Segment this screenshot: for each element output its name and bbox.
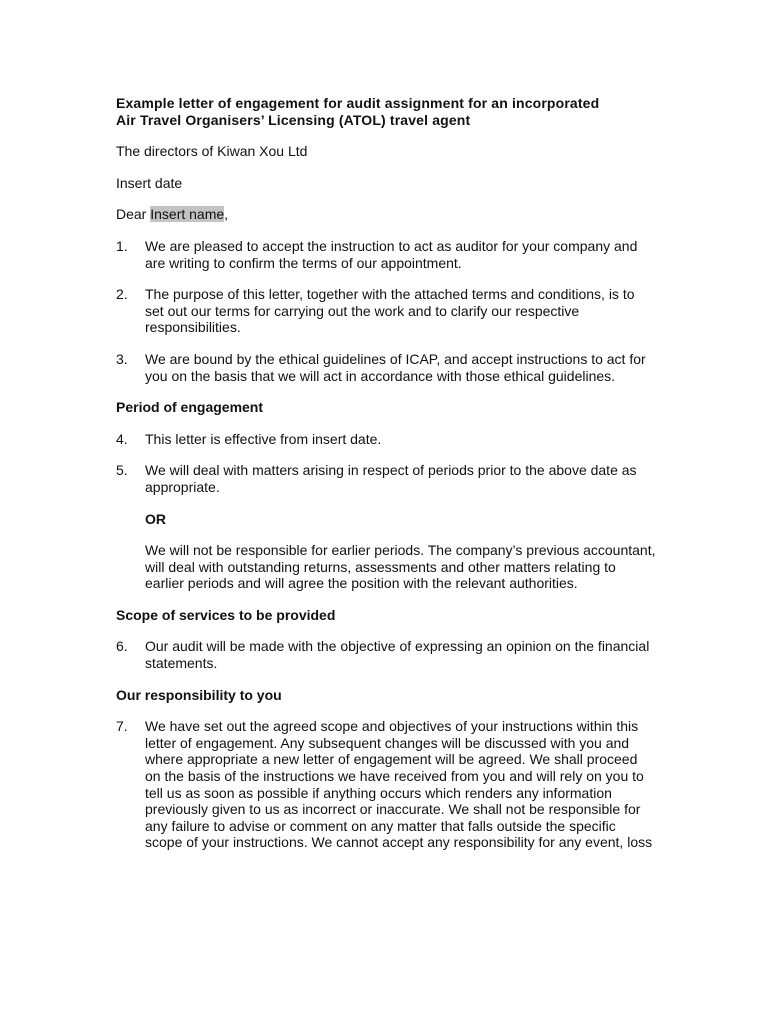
item-text: We will deal with matters arising in respect of periods prior to the above date as appropriate. bbox=[145, 462, 637, 495]
item-number: 5. bbox=[116, 462, 128, 479]
item-text: Our audit will be made with the objective of expressing an opinion on the financial statements. bbox=[145, 638, 650, 672]
or-label: OR bbox=[145, 510, 166, 527]
salutation-suffix: , bbox=[224, 206, 229, 223]
item-number: 2. bbox=[116, 286, 128, 303]
item-text: The purpose of this letter, together with the attached terms and conditions, is to set out our terms for carrying out the work and to clarify our respective responsibilities. bbox=[145, 286, 635, 336]
item-number: 7. bbox=[116, 718, 128, 735]
title-line-1: Example letter of engagement for audit assignment for an incorporated bbox=[116, 95, 600, 111]
item-number: 6. bbox=[116, 638, 128, 655]
document-title bbox=[116, 95, 656, 128]
date-placeholder: Insert date bbox=[116, 174, 183, 191]
item-text: We are bound by the ethical guidelines of ICAP, and accept instructions to act for you on the basis that we will act in accordance with those ethical guidelines. bbox=[145, 350, 646, 384]
item-number: 3. bbox=[116, 350, 128, 367]
list-item bbox=[116, 238, 656, 271]
letter-body bbox=[116, 95, 656, 866]
list-item bbox=[116, 638, 656, 671]
alternative-paragraph: We will not be responsible for earlier periods. The company’s previous accountant, will deal with outstanding returns, assessments and other matters relating to earlier periods and will agree the position with the relevant authorities. bbox=[145, 542, 656, 592]
heading-scope-of-services: Scope of services to be provided bbox=[116, 606, 336, 623]
item-text: We are pleased to accept the instruction to act as auditor for your company and are writing to confirm the terms of our appointment. bbox=[145, 237, 638, 271]
item-number: 1. bbox=[116, 237, 128, 254]
addressee: The directors of Kiwan Xou Ltd bbox=[116, 143, 308, 160]
salutation bbox=[116, 206, 656, 223]
salutation-name-field[interactable]: Insert name bbox=[150, 206, 225, 223]
list-item bbox=[116, 431, 656, 448]
list-item bbox=[116, 286, 656, 336]
item-number: 4. bbox=[116, 430, 128, 447]
title-line-2: Air Travel Organisers’ Licensing (ATOL) travel agent bbox=[116, 111, 471, 128]
heading-period-of-engagement: Period of engagement bbox=[116, 399, 264, 416]
list-item bbox=[116, 351, 656, 384]
item-text: We have set out the agreed scope and objectives of your instructions within this letter of engagement. Any subsequent changes will be discussed with you and where appropriate a new letter of engagement will be agreed. We shall proceed on the basis of the instructions we have received from you and will rely on you to tell us as soon as possible if anything occurs which renders any information previously given to us as incorrect or inaccurate. We shall not be responsible for any failure to advise or comment on any matter that falls outside the specific scope of your instructions. We cannot accept any responsibility for any event, loss bbox=[145, 718, 653, 851]
item-text: This letter is effective from insert date. bbox=[145, 430, 382, 447]
salutation-prefix: Dear bbox=[116, 206, 151, 223]
list-item bbox=[116, 462, 656, 495]
list-item bbox=[116, 718, 656, 851]
heading-our-responsibility: Our responsibility to you bbox=[116, 686, 282, 703]
